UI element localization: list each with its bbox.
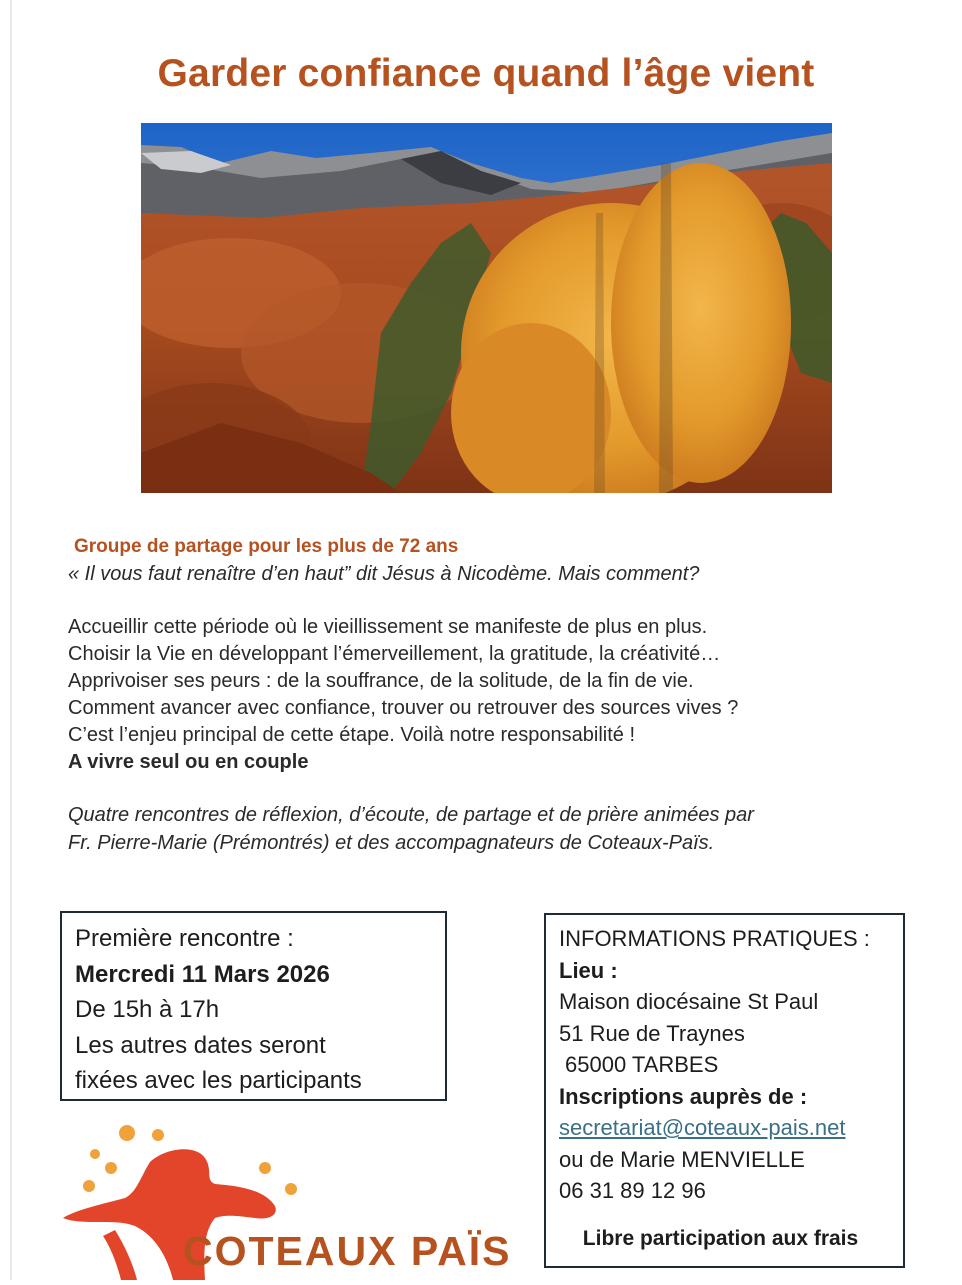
page-title: Garder confiance quand l’âge vient <box>157 52 815 95</box>
practical-info-box <box>544 913 905 1268</box>
intro-paragraph <box>68 614 738 776</box>
description-line: Fr. Pierre-Marie (Prémontrés) et des accompagnateurs de Coteaux-Païs. <box>68 832 715 854</box>
street-address: 51 Rue de Traynes <box>559 1020 745 1046</box>
other-dates-note: fixées avec les participants <box>75 1067 362 1094</box>
autumn-mountain-forest-image <box>141 123 832 493</box>
bible-quote: « Il vous faut renaître d’en haut” dit Jésus à Nicodème. Mais comment? <box>68 563 700 585</box>
first-meeting-label: Première rencontre : <box>75 925 294 952</box>
first-meeting-date: Mercredi 11 Mars 2026 <box>75 960 330 988</box>
phone-number: 06 31 89 12 96 <box>559 1178 706 1203</box>
email-link[interactable]: secretariat@coteaux-pais.net <box>559 1115 846 1140</box>
intro-line: Comment avancer avec confiance, trouver ou retrouver des sources vives ? <box>68 697 739 719</box>
first-meeting-time: De 15h à 17h <box>75 996 220 1023</box>
logo-name: COTEAUX PAÏS <box>183 1228 512 1274</box>
info-heading: INFORMATIONS PRATIQUES : <box>559 926 870 951</box>
intro-line: C’est l’enjeu principal de cette étape. Voilà notre responsabilité ! <box>68 724 636 746</box>
contact-name: ou de Marie MENVIELLE <box>559 1146 805 1172</box>
audience-line: A vivre seul ou en couple <box>68 751 309 773</box>
fee-note: Libre participation aux frais <box>582 1226 859 1250</box>
description-line: Quatre rencontres de réflexion, d’écoute, de partage et de prière animées par <box>68 804 754 826</box>
city-address: 65000 TARBES <box>565 1052 719 1077</box>
place-label: Lieu : <box>559 957 618 983</box>
registration-label: Inscriptions auprès de : <box>559 1083 808 1109</box>
group-subtitle: Groupe de partage pour les plus de 72 ans <box>74 536 459 557</box>
other-dates-note: Les autres dates seront <box>75 1031 326 1059</box>
intro-line: Accueillir cette période où le vieillissement se manifeste de plus en plus. <box>68 616 708 638</box>
page-left-edge <box>10 0 12 1280</box>
place-name: Maison diocésaine St Paul <box>559 989 819 1014</box>
intro-line: Choisir la Vie en développant l’émerveillement, la gratitude, la créativité… <box>68 643 721 665</box>
meetings-description <box>68 801 754 857</box>
first-meeting-box <box>60 911 447 1101</box>
intro-line: Apprivoiser ses peurs : de la souffrance, de la solitude, de la fin de vie. <box>68 670 694 692</box>
coteaux-pais-logo <box>55 1118 515 1280</box>
